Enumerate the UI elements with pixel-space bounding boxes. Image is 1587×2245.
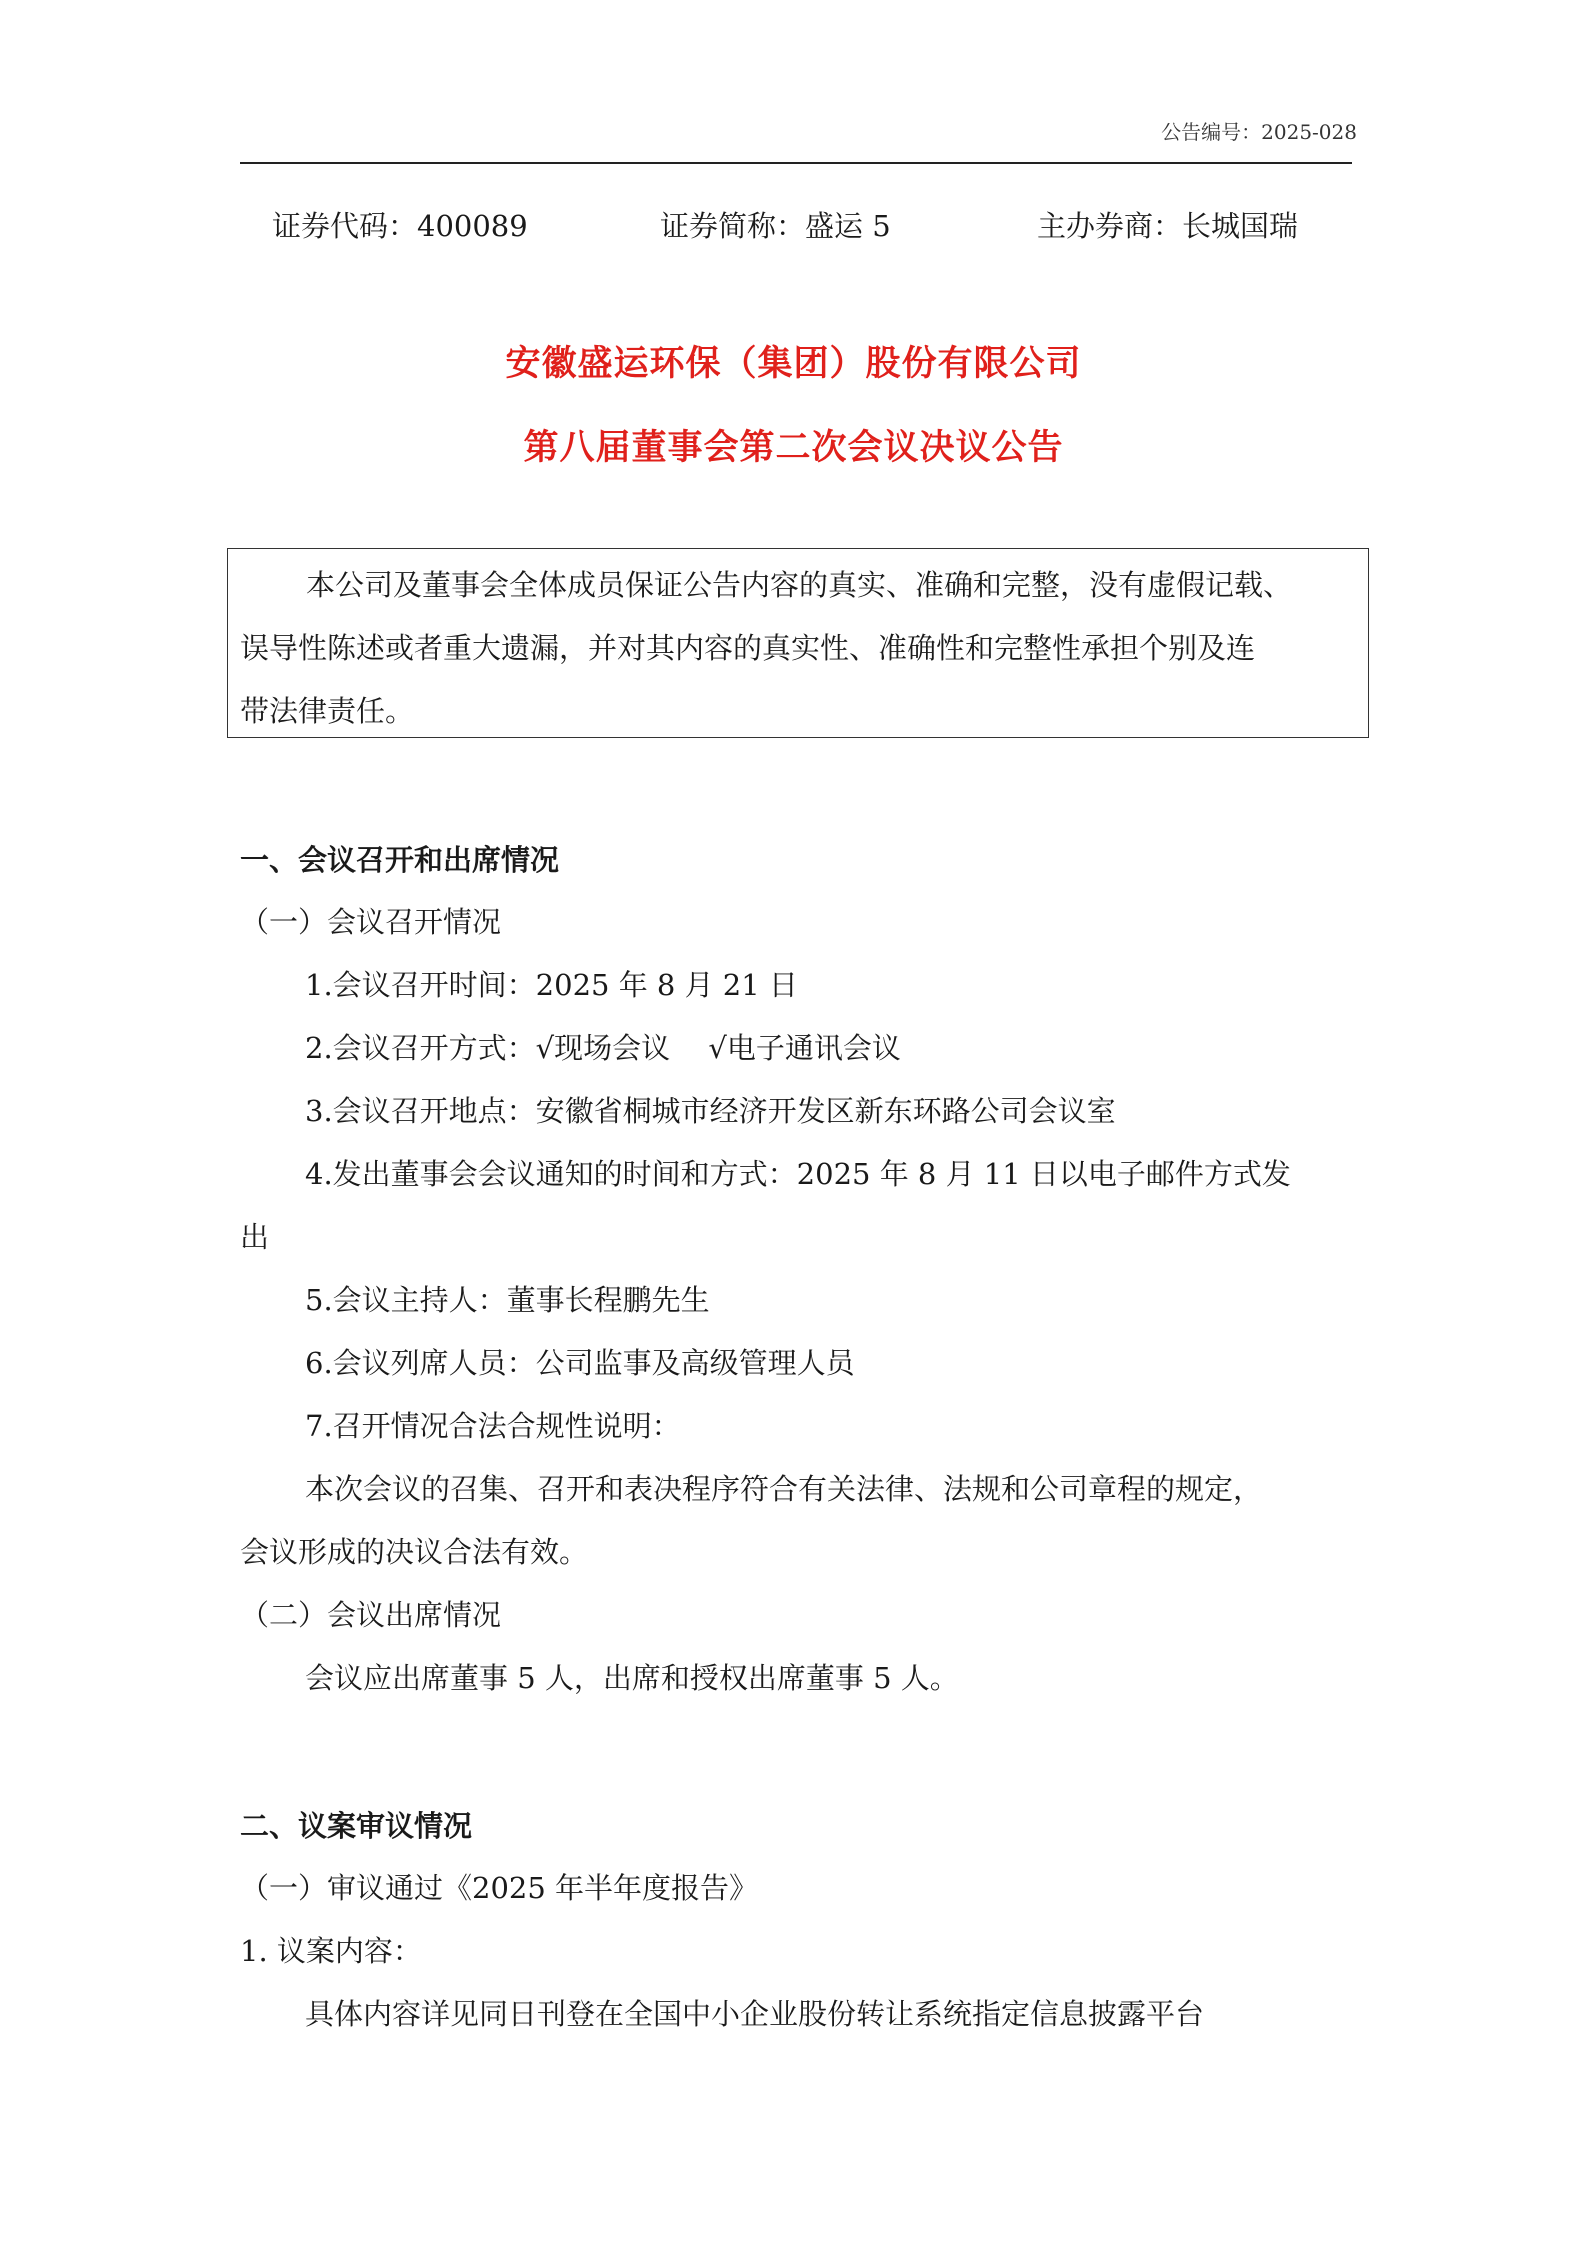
section-2-heading: 二、议案审议情况 bbox=[240, 1809, 473, 1843]
security-short-name: 证券简称：盛运 5 bbox=[660, 209, 891, 243]
disclaimer-line-2: 误导性陈述或者重大遗漏，并对其内容的真实性、准确性和完整性承担个别及连 bbox=[240, 631, 1256, 665]
disclaimer-line-3: 带法律责任。 bbox=[240, 694, 415, 728]
meeting-attendees: 6.会议列席人员：公司监事及高级管理人员 bbox=[305, 1346, 855, 1380]
company-title: 安徽盛运环保（集团）股份有限公司 bbox=[505, 343, 1082, 384]
sponsor-broker: 主办券商：长城国瑞 bbox=[1037, 209, 1299, 243]
notice-time-method-cont: 出 bbox=[240, 1220, 270, 1254]
meeting-time: 1.会议召开时间：2025 年 8 月 21 日 bbox=[305, 968, 798, 1002]
announcement-number: 公告编号：2025-028 bbox=[1161, 120, 1357, 144]
section-1-sub-1: （一）会议召开情况 bbox=[240, 905, 502, 939]
section-1-sub-2: （二）会议出席情况 bbox=[240, 1598, 502, 1632]
compliance-title: 7.召开情况合法合规性说明： bbox=[305, 1409, 681, 1443]
compliance-text-2: 会议形成的决议合法有效。 bbox=[240, 1535, 589, 1569]
proposal-content-label: 1. 议案内容： bbox=[240, 1934, 422, 1968]
disclaimer-line-1: 本公司及董事会全体成员保证公告内容的真实、准确和完整，没有虚假记载、 bbox=[306, 568, 1293, 602]
notice-time-method: 4.发出董事会会议通知的时间和方式：2025 年 8 月 11 日以电子邮件方式发 bbox=[305, 1157, 1291, 1191]
section-1-heading: 一、会议召开和出席情况 bbox=[240, 843, 560, 877]
compliance-text-1: 本次会议的召集、召开和表决程序符合有关法律、法规和公司章程的规定， bbox=[305, 1472, 1263, 1506]
attendance-text: 会议应出席董事 5 人，出席和授权出席董事 5 人。 bbox=[305, 1661, 959, 1695]
meeting-host: 5.会议主持人：董事长程鹏先生 bbox=[305, 1283, 710, 1317]
security-code: 证券代码：400089 bbox=[272, 209, 528, 243]
proposal-content-text: 具体内容详见同日刊登在全国中小企业股份转让系统指定信息披露平台 bbox=[305, 1997, 1205, 2031]
meeting-method: 2.会议召开方式：√现场会议 √电子通讯会议 bbox=[305, 1031, 901, 1065]
meeting-location: 3.会议召开地点：安徽省桐城市经济开发区新东环路公司会议室 bbox=[305, 1094, 1116, 1128]
announcement-title: 第八届董事会第二次会议决议公告 bbox=[523, 427, 1064, 468]
header-divider bbox=[240, 162, 1352, 164]
section-2-sub-1: （一）审议通过《2025 年半年度报告》 bbox=[240, 1871, 759, 1905]
